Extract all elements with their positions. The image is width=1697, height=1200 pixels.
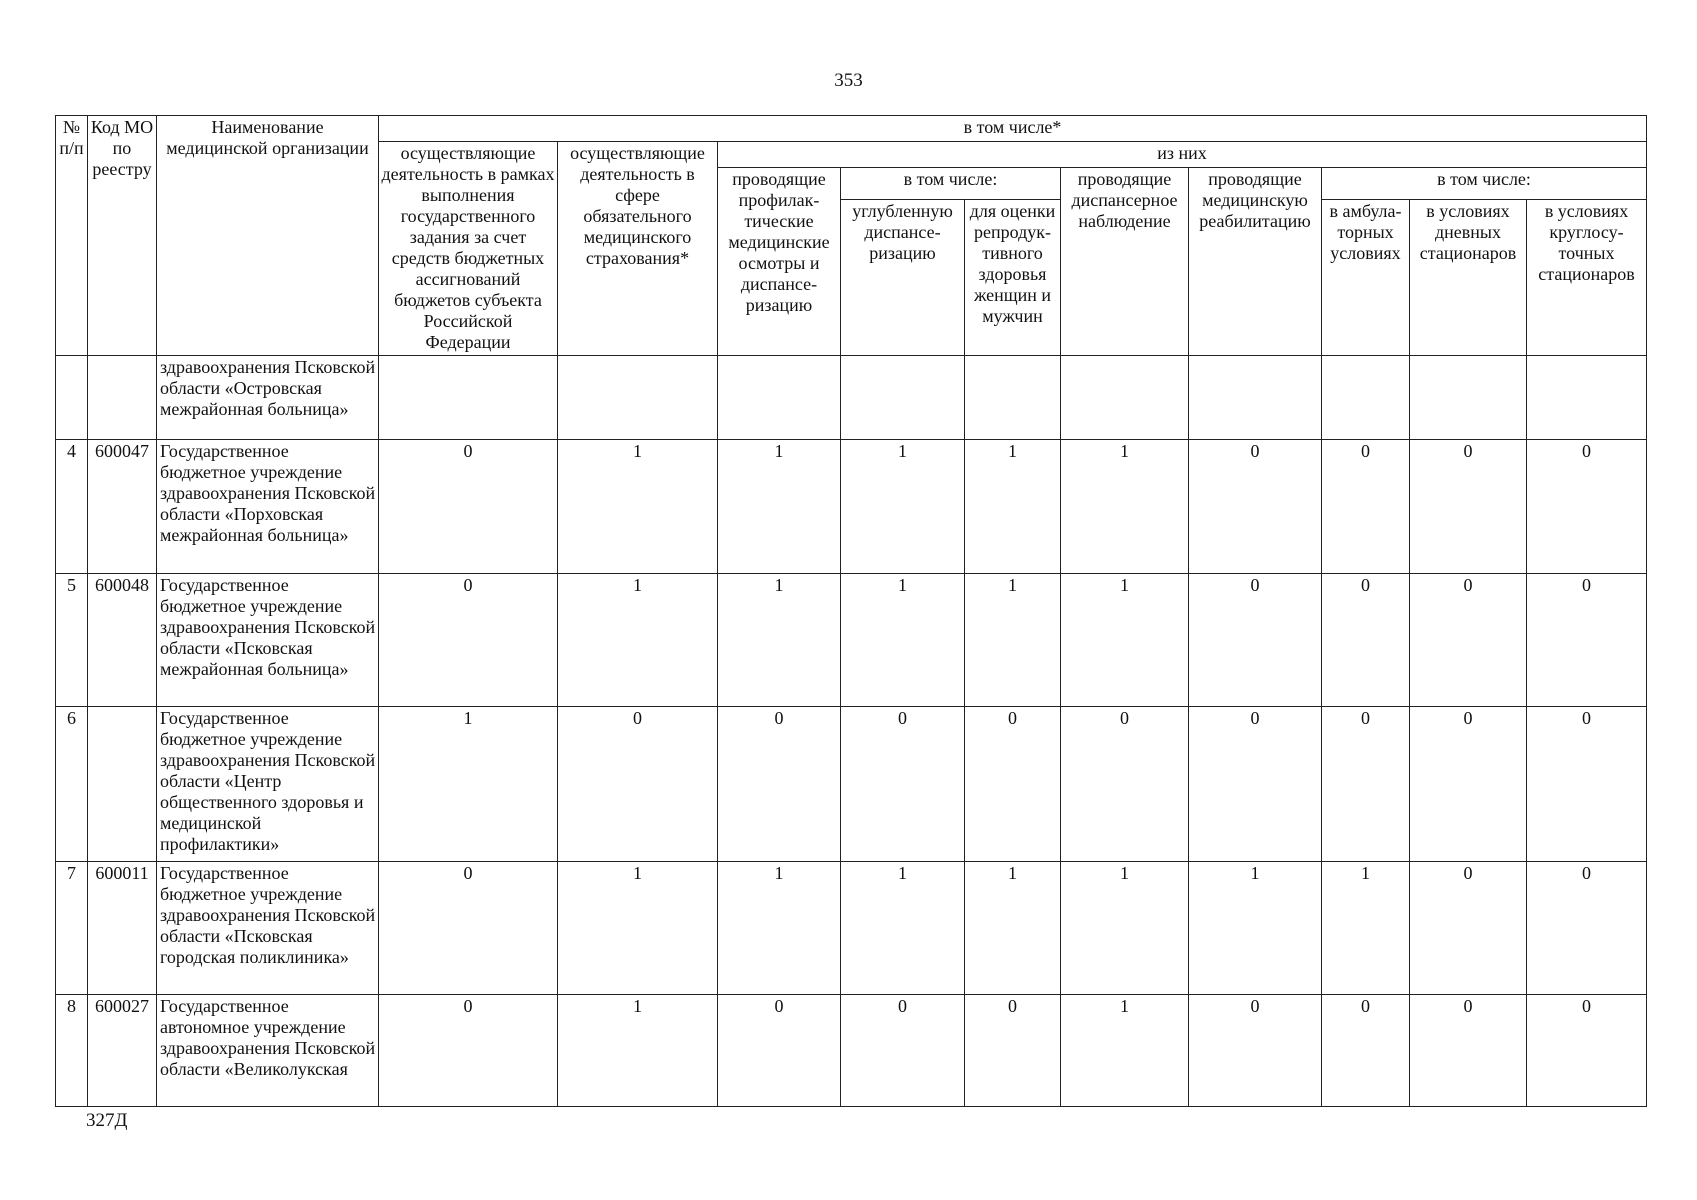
cell-value: 0: [1410, 995, 1527, 1107]
cell-value: 0: [1410, 707, 1527, 862]
cell-empty: [1322, 355, 1410, 439]
cell-name: Государственное бюджетное учреждение здравоохранения Псковской области «Псковская городская поликлиника»: [157, 861, 379, 995]
cell-value: 1: [1061, 573, 1189, 707]
organizations-table: [55, 115, 1647, 1107]
header-v-tom-chisle-2: в том числе:: [1322, 168, 1647, 200]
cell-value: 0: [841, 995, 965, 1107]
cell-value: 0: [965, 707, 1061, 862]
cell-value: 0: [1322, 995, 1410, 1107]
cell-value: 1: [718, 440, 841, 574]
cell-value: 1: [841, 861, 965, 995]
header-v-tom-chisle-1: в том числе:: [841, 168, 1061, 200]
cell-value: 0: [1061, 707, 1189, 862]
header-no: № п/п: [56, 116, 88, 356]
table-row: [56, 573, 1647, 707]
cell-value: 1: [718, 573, 841, 707]
cell-value: 0: [965, 995, 1061, 1107]
cell-value: 0: [1189, 440, 1322, 574]
cell-value: 0: [1189, 995, 1322, 1107]
cell-no: 7: [56, 861, 88, 995]
cell-value: 0: [1322, 573, 1410, 707]
cell-name: здравоохранения Псковской области «Островская межрайонная больница»: [157, 355, 379, 439]
cell-empty: [1527, 355, 1647, 439]
header-code: Код МО по реестру: [88, 116, 157, 356]
cell-value: 1: [965, 861, 1061, 995]
table-row: [56, 707, 1647, 862]
cell-value: 1: [1061, 995, 1189, 1107]
cell-empty: [1061, 355, 1189, 439]
cell-value: 0: [1527, 995, 1647, 1107]
cell-code: 600048: [88, 573, 157, 707]
header-group-top: в том числе*: [379, 116, 1647, 142]
cell-code: 600047: [88, 440, 157, 574]
cell-name: Государственное бюджетное учреждение здравоохранения Псковской области «Псковская межрайонная больница»: [157, 573, 379, 707]
page-number: 353: [834, 70, 863, 91]
cell-value: 1: [558, 995, 718, 1107]
header-name: Наименование медицинской организации: [157, 116, 379, 356]
table-row: [56, 440, 1647, 574]
cell-value: 1: [1322, 861, 1410, 995]
cell-empty: [965, 355, 1061, 439]
cell-value: 0: [558, 707, 718, 862]
cell-value: 0: [718, 707, 841, 862]
table-row: [56, 995, 1647, 1107]
cell-value: 0: [1527, 573, 1647, 707]
cell-no: 5: [56, 573, 88, 707]
cell-value: 0: [379, 861, 558, 995]
cell-value: 1: [558, 573, 718, 707]
header-krugl: в условиях круглосу-точных стационаров: [1527, 199, 1647, 355]
header-budget: осуществляющие деятельность в рамках выполнения государственного задания за счет средств бюджетных ассигнований бюджетов субъекта Российской Федерации: [379, 142, 558, 356]
cell-value: 1: [965, 440, 1061, 574]
cell-value: 0: [1527, 861, 1647, 995]
cell-value: 1: [965, 573, 1061, 707]
cell-no: [56, 355, 88, 439]
header-reab: проводящие медицинскую реабилитацию: [1189, 168, 1322, 356]
cell-value: 1: [841, 440, 965, 574]
cell-value: 1: [558, 440, 718, 574]
cell-no: 4: [56, 440, 88, 574]
cell-code: [88, 707, 157, 862]
cell-empty: [1410, 355, 1527, 439]
cell-value: 0: [1410, 573, 1527, 707]
header-uglub: углубленную диспансе-ризацию: [841, 199, 965, 355]
cell-empty: [558, 355, 718, 439]
header-ambul: в амбула-торных условиях: [1322, 199, 1410, 355]
cell-code: [88, 355, 157, 439]
table-row-continued: [56, 355, 1647, 439]
cell-value: 0: [1410, 440, 1527, 574]
cell-no: 8: [56, 995, 88, 1107]
cell-value: 0: [841, 707, 965, 862]
cell-value: 1: [1061, 440, 1189, 574]
header-reprod: для оценки репродук-тивного здоровья женщин и мужчин: [965, 199, 1061, 355]
cell-no: 6: [56, 707, 88, 862]
cell-value: 1: [1189, 861, 1322, 995]
cell-value: 1: [841, 573, 965, 707]
cell-value: 0: [1527, 707, 1647, 862]
header-dnev: в условиях дневных стационаров: [1410, 199, 1527, 355]
cell-value: 0: [379, 440, 558, 574]
cell-value: 0: [1189, 707, 1322, 862]
cell-value: 1: [718, 861, 841, 995]
cell-name: Государственное бюджетное учреждение здравоохранения Псковской области «Порховская межрайонная больница»: [157, 440, 379, 574]
cell-value: 0: [1189, 573, 1322, 707]
cell-empty: [841, 355, 965, 439]
cell-value: 0: [718, 995, 841, 1107]
cell-value: 1: [1061, 861, 1189, 995]
cell-value: 0: [1322, 440, 1410, 574]
cell-value: 1: [558, 861, 718, 995]
cell-name: Государственное бюджетное учреждение здравоохранения Псковской области «Центр общественного здоровья и медицинской профилактики»: [157, 707, 379, 862]
header-oms: осуществляющие деятельность в сфере обязательного медицинского страхования*: [558, 142, 718, 356]
cell-value: 0: [379, 995, 558, 1107]
cell-value: 0: [1410, 861, 1527, 995]
cell-value: 0: [1322, 707, 1410, 862]
header-disp: проводящие диспансерное наблюдение: [1061, 168, 1189, 356]
cell-empty: [718, 355, 841, 439]
cell-empty: [379, 355, 558, 439]
cell-value: 0: [1527, 440, 1647, 574]
header-iz-nih: из них: [718, 142, 1647, 168]
cell-code: 600011: [88, 861, 157, 995]
cell-value: 0: [379, 573, 558, 707]
cell-empty: [1189, 355, 1322, 439]
cell-name: Государственное автономное учреждение здравоохранения Псковской области «Великолукская: [157, 995, 379, 1107]
table-row: [56, 861, 1647, 995]
cell-value: 1: [379, 707, 558, 862]
cell-code: 600027: [88, 995, 157, 1107]
footer-code: 327Д: [86, 1110, 128, 1131]
header-prof: проводящие профилак-тические медицинские осмотры и диспансе-ризацию: [718, 168, 841, 356]
